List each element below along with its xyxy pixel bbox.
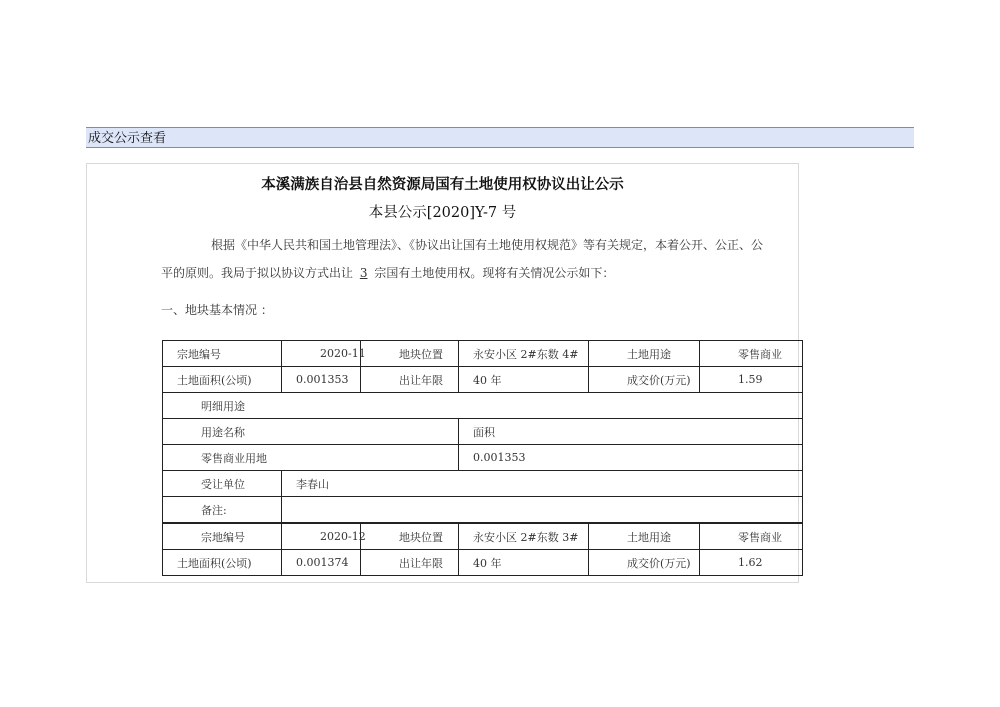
- document-paragraph-line1: [161, 231, 801, 259]
- table-row: [163, 523, 803, 550]
- page-header-title: 成交公示查看: [86, 127, 914, 148]
- parcel-1-remarks: [282, 497, 803, 524]
- table-row: [163, 367, 803, 393]
- label-land-use-2: 土地用途: [589, 523, 700, 550]
- label-price-2: 成交价(万元): [589, 550, 700, 576]
- table-row: [163, 393, 803, 419]
- parcel-2-price: 1.62: [700, 550, 803, 576]
- parcel-2-area: 0.001374: [282, 550, 361, 576]
- parcel-2-no: 2020-12: [282, 523, 361, 550]
- parcel-1-land-use: 零售商业: [700, 341, 803, 367]
- table-row: [163, 419, 803, 445]
- document-title: 本溪满族自治县自然资源局国有土地使用权协议出让公示: [261, 176, 624, 193]
- document-panel: [86, 163, 799, 583]
- parcel-1-location: 永安小区 2#东数 4#: [459, 341, 589, 367]
- label-detail-use: 明细用途: [163, 393, 803, 419]
- parcel-1-area: 0.001353: [282, 367, 361, 393]
- label-parcel-no-2: 宗地编号: [163, 523, 282, 550]
- parcel-1-price: 1.59: [700, 367, 803, 393]
- section-heading: 一、地块基本情况 ：: [161, 303, 273, 317]
- parcel-1-transferee: 李春山: [282, 471, 803, 497]
- parcel-count: 3: [359, 266, 368, 280]
- parcel-2-location: 永安小区 2#东数 3#: [459, 523, 589, 550]
- table-row: [163, 471, 803, 497]
- label-price: 成交价(万元): [589, 367, 700, 393]
- document-number: 本县公示[2020]Y-7 号: [368, 205, 517, 221]
- parcel-2-land-use: 零售商业: [700, 523, 803, 550]
- label-land-use: 土地用途: [589, 341, 700, 367]
- paragraph-line1-text: 根据《中华人民共和国土地管理法》、《协议出让国有土地使用权规范》等有关规定，本着公开、公正、公: [211, 238, 764, 252]
- parcel-table: [162, 340, 803, 576]
- parcel-1-no: 2020-11: [282, 341, 361, 367]
- parcel-1-term: 40 年: [459, 367, 589, 393]
- table-row: [163, 445, 803, 471]
- label-area: 土地面积(公顷): [163, 367, 282, 393]
- label-remarks: 备注:: [163, 497, 282, 524]
- label-area-col: 面积: [459, 419, 803, 445]
- label-area-2: 土地面积(公顷): [163, 550, 282, 576]
- label-location-2: 地块位置: [361, 523, 459, 550]
- label-use-name: 用途名称: [163, 419, 459, 445]
- table-row: [163, 497, 803, 524]
- label-location: 地块位置: [361, 341, 459, 367]
- paragraph-line2-after: 宗国有土地使用权。现将有关情况公示如下：: [374, 266, 615, 280]
- label-term: 出让年限: [361, 367, 459, 393]
- parcel-1-detail-use-name: 零售商业用地: [163, 445, 459, 471]
- table-row: [163, 550, 803, 576]
- document-paragraph-line2: [161, 259, 614, 287]
- parcel-2-term: 40 年: [459, 550, 589, 576]
- label-term-2: 出让年限: [361, 550, 459, 576]
- paragraph-line2-before: 平的原则。我局于拟以协议方式出让: [161, 266, 354, 280]
- parcel-1-detail-area: 0.001353: [459, 445, 803, 471]
- label-parcel-no: 宗地编号: [163, 341, 282, 367]
- table-row: [163, 341, 803, 367]
- label-transferee: 受让单位: [163, 471, 282, 497]
